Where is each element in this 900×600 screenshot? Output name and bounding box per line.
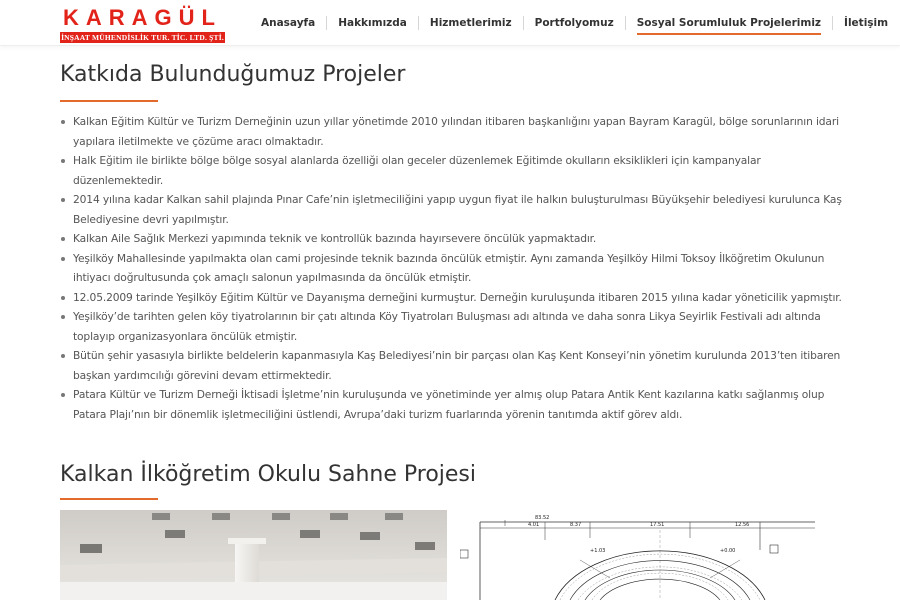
section-title-projects: Katkıda Bulunduğumuz Projeler — [60, 62, 406, 87]
plan-label: 17.51 — [650, 522, 665, 528]
list-item: 12.05.2009 tarinde Yeşilköy Eğitim Kültür ve Dayanışma derneğini kurmuştur. Derneğin kuruluşunda itibaren 2015 yılına kadar yöneticilik yapmıştır. — [60, 288, 850, 308]
project-list — [60, 112, 850, 424]
list-item: Yeşilköy’de tarihten gelen köy tiyatrolarının bir çatı altında Köy Tiyatroları Buluşması adı altında ve daha sonra Likya Seyirlik Festivali adı altında toplayıp organizasyonlara öncülük etmiştir. — [60, 307, 850, 346]
logo-name: KARAGÜL — [63, 5, 222, 30]
list-item: Kalkan Aile Sağlık Merkezi yapımında teknik ve kontrollük bazında hayırsevere öncülük yapmaktadır. — [60, 229, 850, 249]
title-underline — [60, 498, 158, 500]
nav-item-sosyal-sorumluluk[interactable]: Sosyal Sorumluluk Projelerimiz — [626, 0, 832, 45]
stage-photo[interactable] — [60, 510, 447, 600]
stage-plan-image — [460, 510, 840, 600]
site-logo[interactable] — [60, 5, 225, 43]
list-item: Yeşilköy Mahallesinde yapılmakta olan cami projesinde teknik bazında öncülük etmiştir. Aynı zamanda Yeşilköy Hilmi Toksoy İlköğretim Okulunun ihtiyacı doğrultusunda çok amaçlı salonun yapılmasında da öncülük etmiştir. — [60, 249, 850, 288]
stage-plan-drawing[interactable] — [460, 510, 840, 600]
title-underline — [60, 100, 158, 102]
nav-item-portfolyomuz[interactable]: Portfolyomuz — [534, 17, 614, 29]
main-nav — [250, 0, 899, 45]
plan-label: 12.56 — [735, 522, 750, 528]
plan-label: +0.00 — [720, 548, 736, 554]
plan-label: 8.37 — [570, 522, 582, 528]
plan-label: 83.52 — [535, 515, 550, 521]
stage-photo-image — [60, 510, 447, 600]
list-item: Halk Eğitim ile birlikte bölge bölge sosyal alanlarda özelliği olan geceler düzenlemek Eğitimde okulların eksiklikleri için kampanyalar düzenlemektedir. — [60, 151, 850, 190]
nav-item-hizmetlerimiz[interactable]: Hizmetlerimiz — [429, 17, 512, 29]
logo-subtitle: İNŞAAT MÜHENDİSLİK TUR. TİC. LTD. ŞTİ. — [61, 33, 224, 42]
list-item: Bütün şehir yasasıyla birlikte beldelerin kapanmasıyla Kaş Belediyesi’nin bir parçası olan Kaş Kent Konseyi’nin yönetim kurulunda 2013’ten itibaren başkan yardımcılığı görevini devam ettirmektedir. — [60, 346, 850, 385]
site-header — [0, 0, 900, 46]
list-item: Kalkan Eğitim Kültür ve Turizm Derneğinin uzun yıllar yönetimde 2010 yılından itibaren başkanlığını yapan Bayram Karagül, bölge sorunlarının idari yapılara iletilmekte ve çözüme aracı olmaktadır. — [60, 112, 850, 151]
plan-label: +1.03 — [590, 548, 606, 554]
nav-item-anasayfa[interactable]: Anasayfa — [261, 17, 316, 29]
nav-item-hakkimizda[interactable]: Hakkımızda — [338, 17, 407, 29]
section-title-stage-project: Kalkan İlköğretim Okulu Sahne Projesi — [60, 462, 477, 487]
nav-item-iletisim[interactable]: İletişim — [844, 17, 889, 29]
plan-label: 4.01 — [528, 522, 540, 528]
list-item: Patara Kültür ve Turizm Derneği İktisadi İşletme’nin kuruluşunda ve yönetiminde yer almış olup Patara Antik Kent kazılarına katkı sağlanmış olup Patara Plajı’nın bir dönemlik işletmeciliğini üstlendi, Avrupa’daki turizm fuarlarında yörenin tanıtımda aktif görev aldı. — [60, 385, 850, 424]
list-item: 2014 yılına kadar Kalkan sahil plajında Pınar Cafe’nin işletmeciliğini yapıp uygun fiyat ile halkın buluşturulması Büyükşehir belediyesi kurulunca Kaş Belediyesine devri yapılmıştır. — [60, 190, 850, 229]
